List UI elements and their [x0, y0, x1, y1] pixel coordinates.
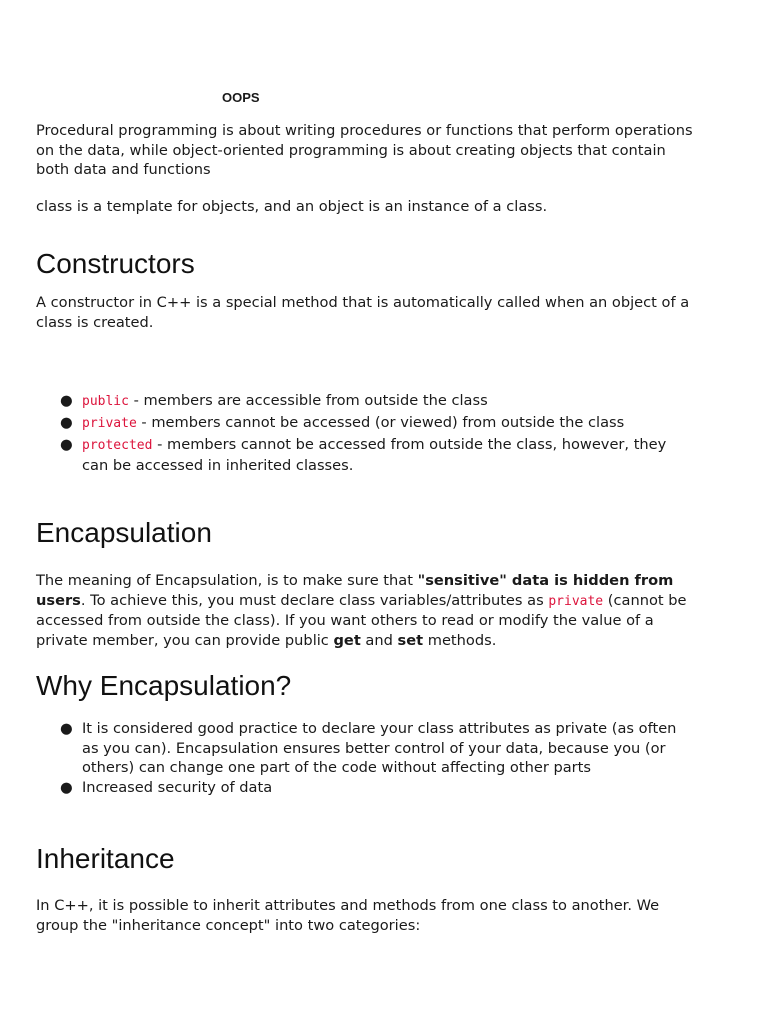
encapsulation-text-3: (cannot be accessed from outside the class). If you want others to read or modify the value of a private member, you can provide public [36, 591, 687, 649]
list-item [36, 719, 696, 778]
encapsulation-text-4: and [360, 631, 398, 649]
code-private-inline: private [548, 593, 604, 609]
access-specifiers-list [36, 391, 696, 475]
encapsulation-text-2: . To achieve this, you must declare class variables/attributes as [80, 591, 549, 609]
encapsulation-text-1: The meaning of Encapsulation, is to make sure that [36, 572, 418, 589]
list-item-text: - members are accessible from outside the class [128, 392, 488, 409]
page-title: OOPS [222, 90, 260, 105]
encapsulation-bold-1: "sensitive" data is hidden from users [36, 572, 674, 609]
list-item [36, 391, 696, 412]
code-public: public [82, 394, 129, 409]
bullet-icon: ● [60, 392, 73, 409]
list-item-text: - members cannot be accessed from outside the class, however, they can be accessed in inherited classes. [82, 436, 667, 474]
bullet-icon: ● [60, 720, 73, 737]
why-encapsulation-list [36, 719, 696, 797]
heading-constructors: Constructors [36, 248, 195, 279]
encapsulation-bold-get: get [333, 631, 361, 649]
code-private: private [82, 416, 137, 432]
encapsulation-bold-set: set [397, 631, 424, 649]
heading-encapsulation: Encapsulation [36, 517, 212, 548]
constructors-paragraph: A constructor in C++ is a special method that is automatically called when an object of a class is created. [36, 294, 690, 331]
inheritance-paragraph: In C++, it is possible to inherit attributes and methods from one class to another. We group the "inheritance concept" into two categories: [36, 897, 660, 934]
intro-paragraph-1: Procedural programming is about writing procedures or functions that perform operations on the data, while object-oriented programming is about creating objects that contain both data and functions [36, 122, 693, 179]
heading-why-encapsulation: Why Encapsulation? [36, 670, 292, 701]
list-item-text: It is considered good practice to declare your class attributes as private (as often as you can). Encapsulation ensures better control of your data, because you (or others) can change one part of the code without affecting other parts [82, 720, 677, 777]
encapsulation-text-5: methods. [423, 631, 497, 649]
heading-inheritance: Inheritance [36, 843, 175, 874]
list-item-text: Increased security of data [82, 778, 273, 796]
bullet-icon: ● [60, 778, 73, 796]
list-item-text: - members cannot be accessed (or viewed) from outside the class [136, 414, 625, 432]
intro-paragraph-2: class is a template for objects, and an object is an instance of a class. [36, 198, 548, 215]
bullet-icon: ● [60, 414, 73, 432]
list-item [36, 413, 696, 434]
bullet-icon: ● [60, 436, 73, 454]
encapsulation-paragraph [36, 571, 696, 650]
list-item [36, 435, 696, 475]
list-item [36, 778, 696, 798]
code-protected: protected [82, 438, 153, 454]
